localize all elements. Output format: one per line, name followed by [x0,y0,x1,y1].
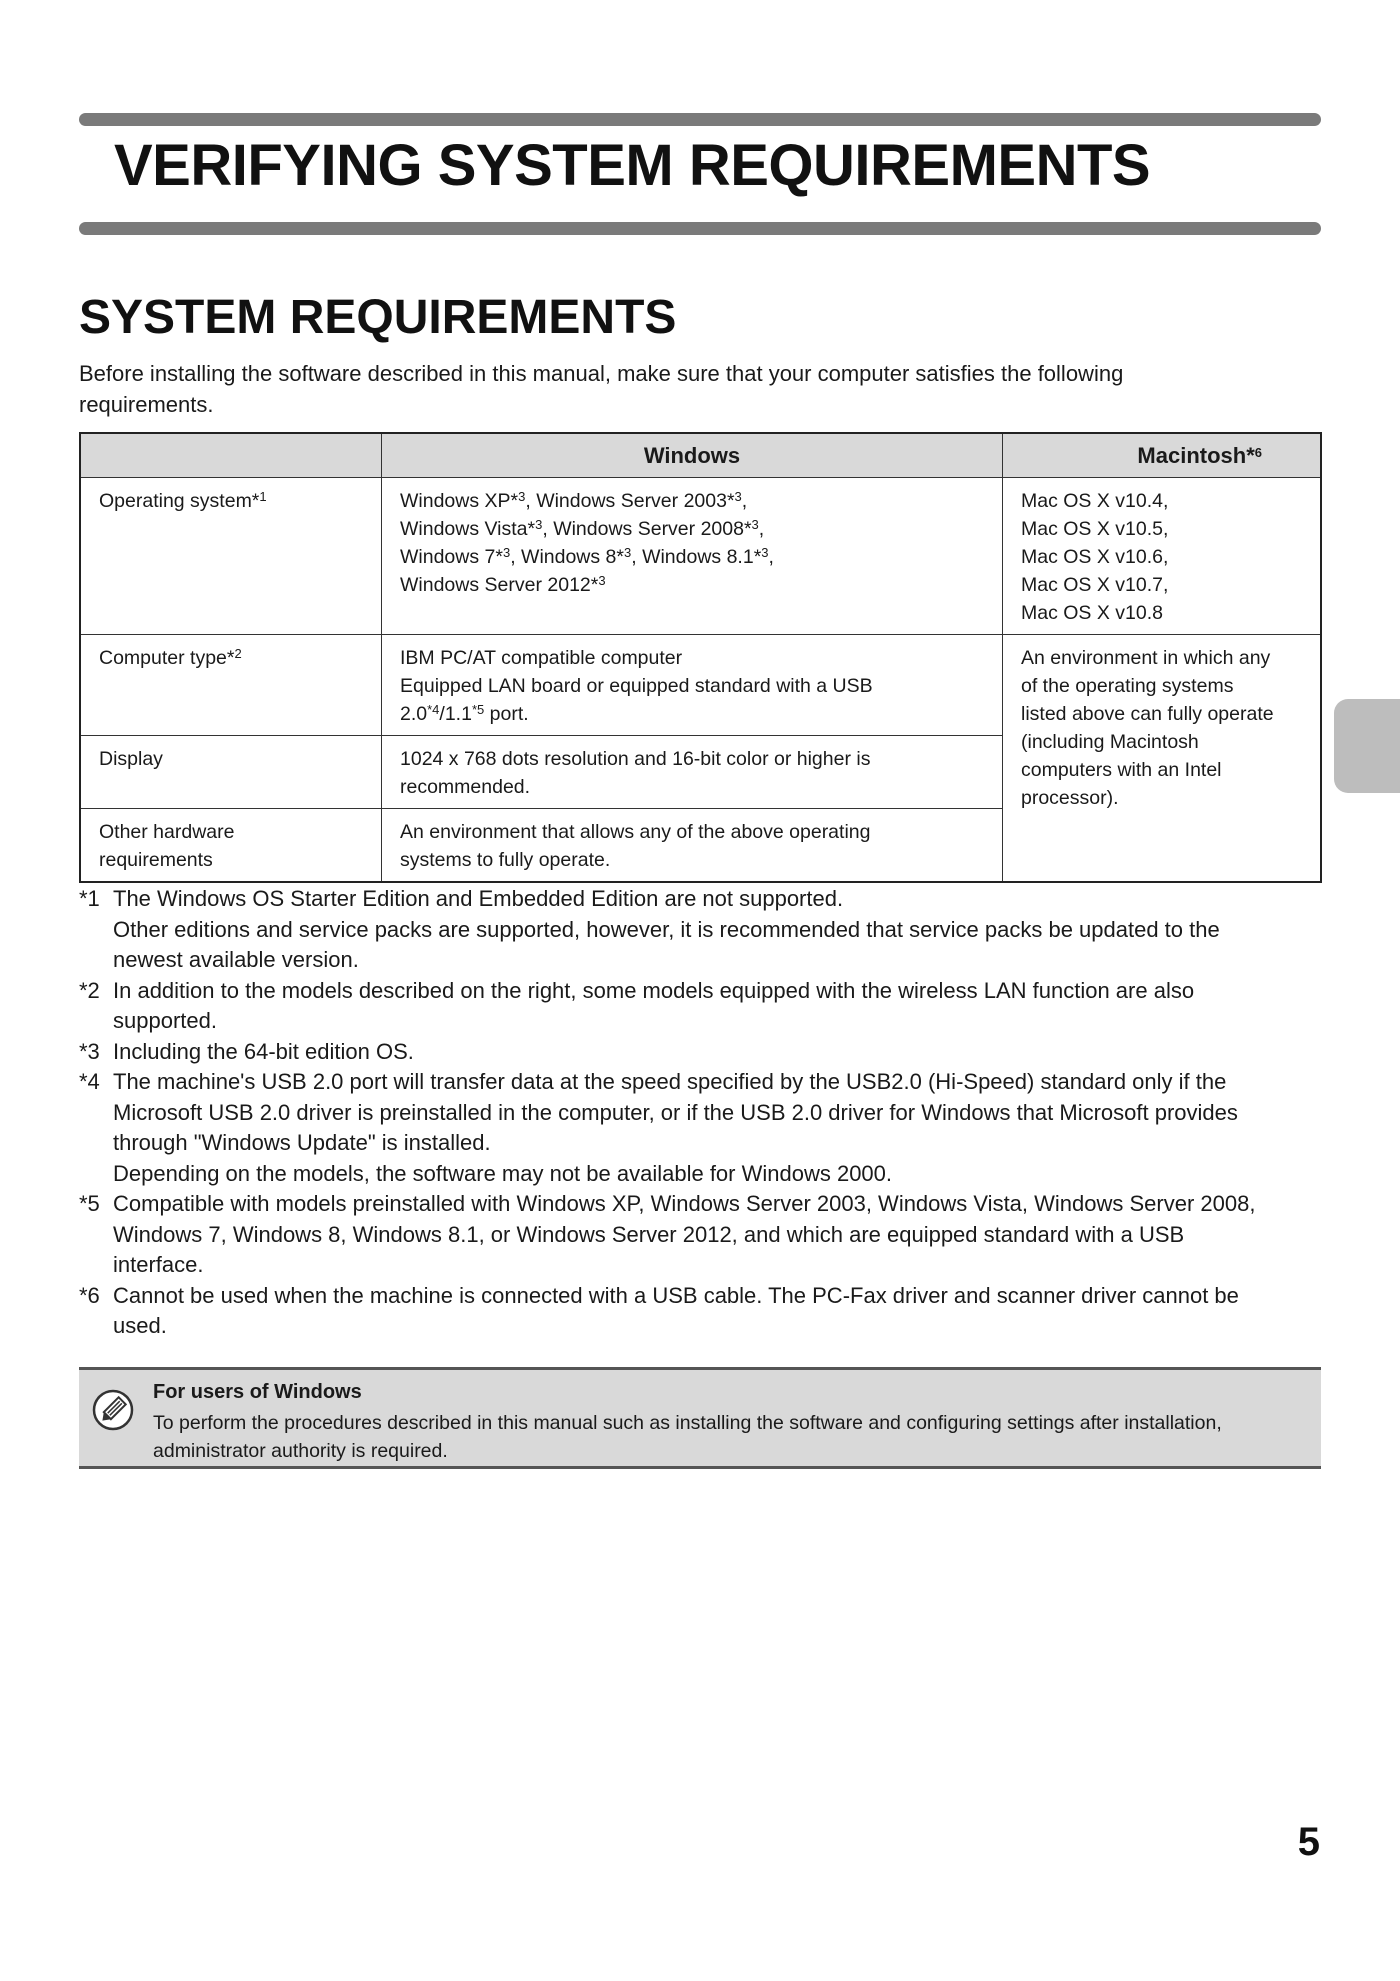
footnote-mark: *1 [79,886,100,911]
note-text: To perform the procedures described in this manual such as installing the software and configuring settings after installation, administrator authority is required. [153,1412,1222,1462]
page-title: VERIFYING SYSTEM REQUIREMENTS [114,133,1151,198]
windows-cell: An environment that allows any of the above operating systems to fully operate. [382,809,1003,883]
header-macintosh: Macintosh*$^6$ [1003,433,1322,478]
header-empty [80,433,382,478]
table-row-computer-type [80,635,1321,736]
footnote: *5 Compatible with models preinstalled with Windows XP, Windows Server 2003, Windows Vista, Windows Server 2008, Windows 7, Windows 8, Windows 8.1, or Windows Server 2012, and which are equipped standard with a USB interface. [79,1189,1324,1281]
footnote: *6 Cannot be used when the machine is connected with a USB cable. The PC-Fax driver and scanner driver cannot be used. [79,1281,1324,1342]
windows-cell: 1024 x 768 dots resolution and 16-bit color or higher is recommended. [382,736,1003,809]
footnote-mark: *2 [79,977,100,1003]
mac-cell-shared: An environment in which any of the operating systems listed above can fully operate (including Macintosh computers with an Intel processor). [1003,635,1322,883]
intro-line: Before installing the software described in this manual, make sure that your computer satisfies the following [79,361,1124,386]
windows-cell: Windows XP*$^3$, Windows Server 2003*$^3$, Windows Vista*$^3$, Windows Server 2008*$^3$, Windows 7*$^3$, Windows 8*$^3$, Windows 8.1*$^3$, Windows Server 2012*$^3$ [382,478,1003,635]
windows-cell: IBM PC/AT compatible computer Equipped LAN board or equipped standard with a USB 2.0$^{*4}$/1.1$^{*5}$ port. [382,635,1003,736]
intro-line: requirements. [79,392,214,417]
footnote-mark: *3 [79,1038,100,1064]
footnote-mark: *4 [79,1069,100,1094]
table-header-row [80,433,1321,478]
row-label: Operating system*$^1$ [80,478,382,635]
requirements-table [79,432,1322,883]
intro-paragraph [79,358,1319,420]
header-rule-top [79,113,1321,126]
row-label: Display [80,736,382,809]
note-title: For users of Windows [153,1381,362,1403]
footnote-mark: *6 [79,1282,100,1308]
footnote: *4 The machine's USB 2.0 port will transfer data at the speed specified by the USB2.0 (Hi-Speed) standard only if the Microsoft USB 2.0 driver is preinstalled in the computer, or if the USB 2.0 driver for Windows that Microsoft provides through "Windows Update" is installed. Depending on the models, the software may not be available for Windows 2000. [79,1067,1324,1189]
windows-users-note [79,1367,1321,1469]
footnote-mark: *5 [79,1191,100,1216]
footnote: *2 In addition to the models described on the right, some models equipped with the wireless LAN function are also supported. [79,976,1324,1037]
header-rule-bottom [79,222,1321,235]
table-row-operating-system [80,478,1321,635]
footnotes [79,884,1324,1342]
footnote: *3 Including the 64-bit edition OS. [79,1037,1324,1068]
row-label: Other hardware requirements [80,809,382,883]
footnote: *1 The Windows OS Starter Edition and Embedded Edition are not supported. Other editions and service packs are supported, however, it is recommended that service packs be updated to the newest available version. [79,884,1324,976]
page-number: 5 [1297,1820,1320,1864]
header-windows: Windows [382,433,1003,478]
section-title: SYSTEM REQUIREMENTS [79,291,677,344]
chapter-tab [1334,699,1400,793]
pencil-note-icon [91,1388,135,1432]
row-label: Computer type*$^2$ [80,635,382,736]
mac-cell: Mac OS X v10.4, Mac OS X v10.5, Mac OS X v10.6, Mac OS X v10.7, Mac OS X v10.8 [1003,478,1322,635]
